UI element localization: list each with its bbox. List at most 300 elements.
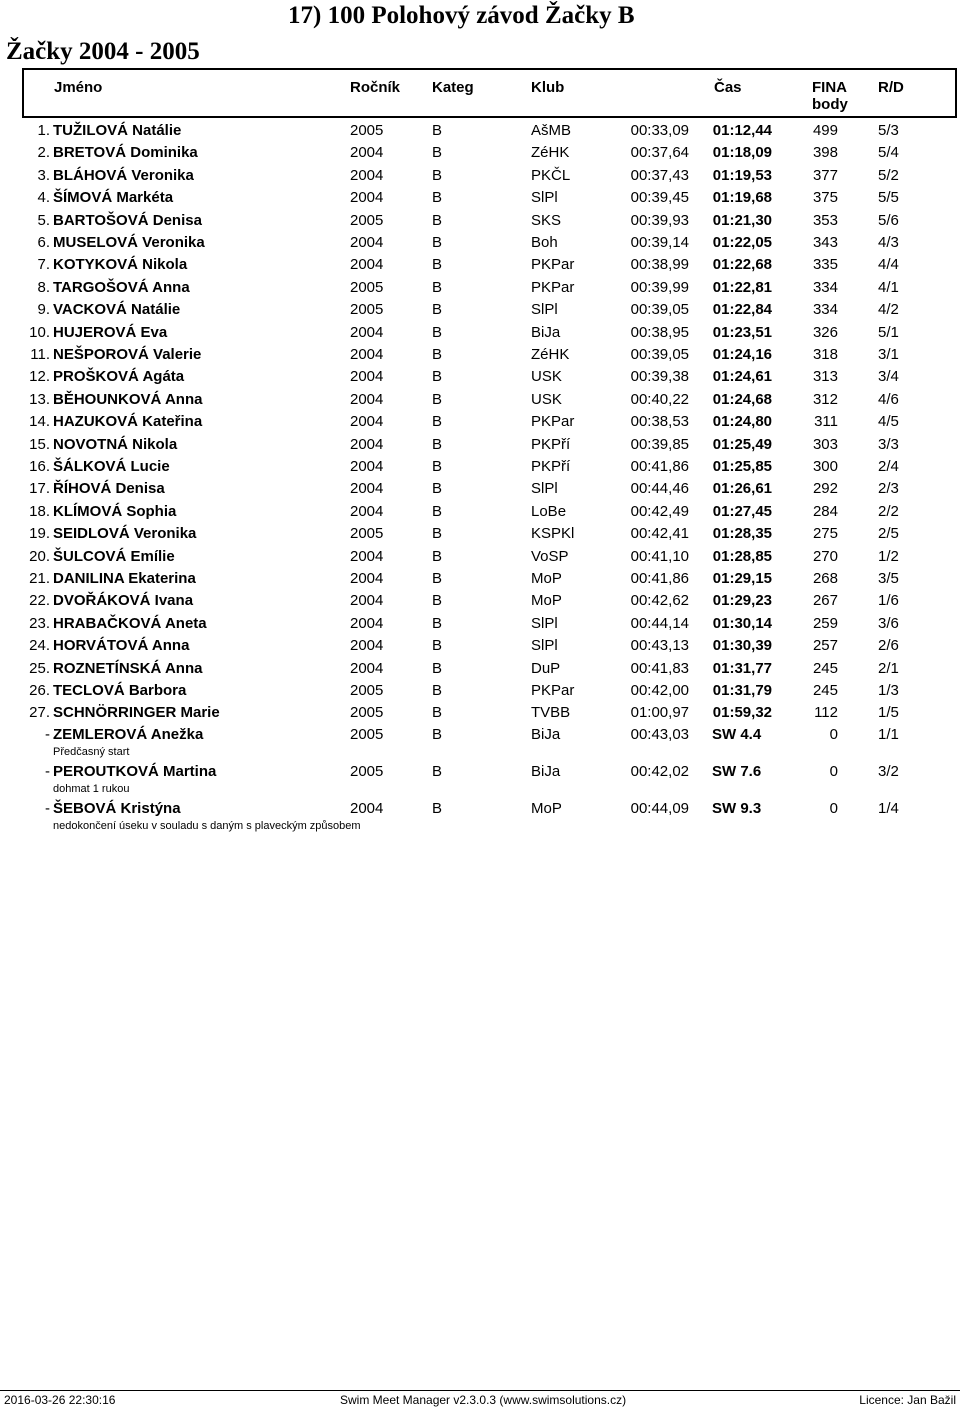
category: B: [432, 212, 443, 229]
table-row: [0, 411, 960, 433]
club: PKPří: [531, 436, 571, 453]
birth-year: 2004: [350, 368, 384, 385]
result-rank: 10.: [29, 324, 50, 341]
heat-lane: 2/5: [878, 525, 899, 542]
final-time: 01:31,79: [712, 682, 772, 699]
club: BiJa: [531, 763, 561, 780]
fina-points: 0: [829, 763, 838, 780]
birth-year: 2005: [350, 301, 384, 318]
fina-points: 0: [829, 800, 838, 817]
split-time: 00:33,09: [630, 122, 689, 139]
final-time: 01:21,30: [712, 212, 772, 229]
birth-year: 2005: [350, 212, 384, 229]
column-header-name: Jméno: [54, 79, 103, 96]
category: B: [432, 660, 443, 677]
result-rank: 24.: [29, 637, 50, 654]
footer-licence: Licence: Jan Bažil: [859, 1393, 956, 1407]
table-row: [0, 366, 960, 388]
split-time: 00:43,03: [630, 726, 689, 743]
table-row: [0, 120, 960, 142]
club: SlPl: [531, 637, 558, 654]
category: B: [432, 413, 443, 430]
split-time: 00:44,14: [630, 615, 689, 632]
fina-points: 245: [812, 660, 838, 677]
swimmer-name: ŠEBOVÁ Kristýna: [53, 800, 181, 817]
split-time: 00:37,64: [630, 144, 689, 161]
category: B: [432, 391, 443, 408]
swimmer-name: DANILINA Ekaterina: [53, 570, 196, 587]
fina-points: 334: [812, 279, 838, 296]
heat-lane: 2/2: [878, 503, 899, 520]
category: B: [432, 704, 443, 721]
swimmer-name: PROŠKOVÁ Agáta: [53, 368, 185, 385]
heat-lane: 1/4: [878, 800, 899, 817]
category: B: [432, 592, 443, 609]
final-time: 01:12,44: [712, 122, 772, 139]
birth-year: 2004: [350, 480, 384, 497]
heat-lane: 1/6: [878, 592, 899, 609]
fina-points: 245: [812, 682, 838, 699]
result-rank: 16.: [29, 458, 50, 475]
table-row: [0, 590, 960, 612]
fina-points: 499: [812, 122, 838, 139]
result-rank: 6.: [37, 234, 50, 251]
club: USK: [531, 368, 562, 385]
swimmer-name: NOVOTNÁ Nikola: [53, 436, 178, 453]
club: PKPar: [531, 413, 575, 430]
category: B: [432, 637, 443, 654]
category: B: [432, 368, 443, 385]
club: AšMB: [531, 122, 572, 139]
swimmer-name: ROZNETÍNSKÁ Anna: [53, 660, 203, 677]
result-rank: 23.: [29, 615, 50, 632]
club: MoP: [531, 800, 562, 817]
final-time: 01:24,61: [712, 368, 772, 385]
heat-lane: 3/3: [878, 436, 899, 453]
table-row: [0, 299, 960, 321]
heat-lane: 5/1: [878, 324, 899, 341]
club: BiJa: [531, 324, 561, 341]
fina-points: 292: [812, 480, 838, 497]
table-row: [0, 232, 960, 254]
category: B: [432, 525, 443, 542]
heat-lane: 5/6: [878, 212, 899, 229]
final-time: 01:29,15: [712, 570, 772, 587]
result-rank: 21.: [29, 570, 50, 587]
category: B: [432, 144, 443, 161]
birth-year: 2005: [350, 279, 384, 296]
club: SlPl: [531, 301, 558, 318]
fina-points: 270: [812, 548, 838, 565]
table-row: [0, 658, 960, 680]
disqualification-reason: nedokončení úseku v souladu s daným s plaveckým způsobem: [53, 820, 361, 832]
split-time: 00:39,14: [630, 234, 689, 251]
birth-year: 2005: [350, 763, 384, 780]
swimmer-name: NEŠPOROVÁ Valerie: [53, 346, 202, 363]
heat-lane: 3/5: [878, 570, 899, 587]
final-time: 01:30,39: [712, 637, 772, 654]
result-rank: 18.: [29, 503, 50, 520]
result-rank: 27.: [29, 704, 50, 721]
split-time: 00:37,43: [630, 167, 689, 184]
category: B: [432, 234, 443, 251]
final-time: 01:18,09: [712, 144, 772, 161]
final-time: 01:27,45: [712, 503, 772, 520]
split-time: 00:43,13: [630, 637, 689, 654]
club: PKPar: [531, 256, 575, 273]
birth-year: 2004: [350, 144, 384, 161]
heat-lane: 4/2: [878, 301, 899, 318]
disqualification-reason: dohmat 1 rukou: [53, 783, 130, 795]
result-rank: 7.: [37, 256, 50, 273]
split-time: 00:42,49: [630, 503, 689, 520]
category: B: [432, 763, 443, 780]
category: B: [432, 800, 443, 817]
table-row: [0, 165, 960, 187]
swimmer-name: MUSELOVÁ Veronika: [53, 234, 205, 251]
results-table-header: [22, 68, 957, 118]
club: PKPar: [531, 279, 575, 296]
column-header-year: Ročník: [350, 79, 401, 96]
result-rank: 20.: [29, 548, 50, 565]
fina-points: 313: [812, 368, 838, 385]
split-time: 00:39,45: [630, 189, 689, 206]
birth-year: 2005: [350, 525, 384, 542]
birth-year: 2005: [350, 122, 384, 139]
final-time: SW 7.6: [712, 763, 762, 780]
fina-points: 326: [812, 324, 838, 341]
final-time: 01:28,35: [712, 525, 772, 542]
club: PKPří: [531, 458, 571, 475]
result-rank: 11.: [30, 346, 50, 363]
result-rank: 15.: [29, 436, 50, 453]
category: B: [432, 458, 443, 475]
swimmer-name: ŠÁLKOVÁ Lucie: [53, 458, 170, 475]
result-rank: 14.: [29, 413, 50, 430]
club: DuP: [531, 660, 561, 677]
table-row: [0, 546, 960, 568]
split-time: 00:41,86: [630, 570, 689, 587]
swimmer-name: SCHNÖRRINGER Marie: [53, 704, 220, 721]
birth-year: 2004: [350, 660, 384, 677]
birth-year: 2004: [350, 436, 384, 453]
final-time: 01:24,68: [712, 391, 772, 408]
heat-lane: 3/4: [878, 368, 899, 385]
column-header-club: Klub: [531, 79, 565, 96]
table-row: [0, 210, 960, 232]
club: LoBe: [531, 503, 567, 520]
heat-lane: 4/5: [878, 413, 899, 430]
final-time: 01:19,68: [712, 189, 772, 206]
heat-lane: 1/5: [878, 704, 899, 721]
result-rank: -: [45, 800, 50, 817]
category: B: [432, 324, 443, 341]
swimmer-name: TARGOŠOVÁ Anna: [53, 279, 190, 296]
fina-points: 300: [812, 458, 838, 475]
heat-lane: 3/2: [878, 763, 899, 780]
club: BiJa: [531, 726, 561, 743]
final-time: SW 4.4: [712, 726, 762, 743]
fina-points: 335: [812, 256, 838, 273]
swimmer-name: ŘÍHOVÁ Denisa: [53, 480, 165, 497]
heat-lane: 3/6: [878, 615, 899, 632]
heat-lane: 1/3: [878, 682, 899, 699]
page-footer: [0, 1390, 960, 1409]
footer-timestamp: 2016-03-26 22:30:16: [4, 1393, 116, 1407]
birth-year: 2004: [350, 570, 384, 587]
birth-year: 2004: [350, 391, 384, 408]
event-title: 17) 100 Polohový závod Žačky B: [288, 2, 635, 29]
swimmer-name: ŠÍMOVÁ Markéta: [53, 189, 174, 206]
result-rank: 25.: [29, 660, 50, 677]
result-rank: 1.: [37, 122, 50, 139]
fina-points: 112: [814, 704, 838, 721]
split-time: 00:42,41: [630, 525, 689, 542]
fina-points: 311: [814, 413, 838, 430]
split-time: 00:39,99: [630, 279, 689, 296]
birth-year: 2004: [350, 324, 384, 341]
club: Boh: [531, 234, 558, 251]
result-rank: 26.: [29, 682, 50, 699]
split-time: 00:38,53: [630, 413, 689, 430]
category: B: [432, 346, 443, 363]
split-time: 01:00,97: [630, 704, 689, 721]
birth-year: 2004: [350, 413, 384, 430]
category: B: [432, 682, 443, 699]
swimmer-name: DVOŘÁKOVÁ Ivana: [53, 592, 194, 609]
final-time: 01:22,68: [712, 256, 772, 273]
swimmer-name: HRABAČKOVÁ Aneta: [53, 615, 207, 632]
table-row: [0, 389, 960, 411]
split-time: 00:42,00: [630, 682, 689, 699]
swimmer-name: KOTYKOVÁ Nikola: [53, 256, 188, 273]
heat-lane: 4/1: [878, 279, 899, 296]
split-time: 00:41,10: [630, 548, 689, 565]
swimmer-name: BLÁHOVÁ Veronika: [53, 167, 194, 184]
heat-lane: 5/3: [878, 122, 899, 139]
final-time: 01:30,14: [712, 615, 772, 632]
birth-year: 2004: [350, 256, 384, 273]
fina-points: 0: [829, 726, 838, 743]
fina-points: 275: [812, 525, 838, 542]
result-rank: 12.: [29, 368, 50, 385]
split-time: 00:39,05: [630, 346, 689, 363]
birth-year: 2004: [350, 234, 384, 251]
heat-lane: 1/1: [878, 726, 899, 743]
fina-points: 318: [812, 346, 838, 363]
club: ZéHK: [531, 144, 570, 161]
swimmer-name: PEROUTKOVÁ Martina: [53, 763, 217, 780]
fina-points: 257: [812, 637, 838, 654]
final-time: 01:22,84: [712, 301, 772, 318]
table-row: [0, 344, 960, 366]
swimmer-name: BĚHOUNKOVÁ Anna: [53, 391, 203, 408]
table-row: [0, 680, 960, 702]
birth-year: 2004: [350, 637, 384, 654]
split-time: 00:42,62: [630, 592, 689, 609]
table-row: [0, 456, 960, 478]
swimmer-name: TUŽILOVÁ Natálie: [53, 122, 182, 139]
table-row: [0, 434, 960, 456]
heat-lane: 2/4: [878, 458, 899, 475]
heat-lane: 2/3: [878, 480, 899, 497]
final-time: 01:23,51: [712, 324, 772, 341]
fina-points: 377: [812, 167, 838, 184]
swimmer-name: KLÍMOVÁ Sophia: [53, 503, 177, 520]
swimmer-name: HAZUKOVÁ Kateřina: [53, 413, 203, 430]
disqualified-row: [0, 724, 960, 746]
split-time: 00:41,86: [630, 458, 689, 475]
swimmer-name: BRETOVÁ Dominika: [53, 144, 198, 161]
club: SlPl: [531, 480, 558, 497]
fina-points: 312: [812, 391, 838, 408]
disqualified-row: [0, 761, 960, 783]
table-row: [0, 277, 960, 299]
category: B: [432, 122, 443, 139]
fina-points: 267: [812, 592, 838, 609]
birth-year: 2005: [350, 704, 384, 721]
heat-lane: 1/2: [878, 548, 899, 565]
swimmer-name: HUJEROVÁ Eva: [53, 324, 168, 341]
result-rank: 8.: [37, 279, 50, 296]
category: B: [432, 167, 443, 184]
category: B: [432, 301, 443, 318]
final-time: 01:19,53: [712, 167, 772, 184]
birth-year: 2004: [350, 503, 384, 520]
split-time: 00:44,46: [630, 480, 689, 497]
split-time: 00:44,09: [630, 800, 689, 817]
table-row: [0, 187, 960, 209]
final-time: 01:24,80: [712, 413, 772, 430]
birth-year: 2005: [350, 682, 384, 699]
category: B: [432, 436, 443, 453]
table-row: [0, 142, 960, 164]
split-time: 00:38,95: [630, 324, 689, 341]
club: ZéHK: [531, 346, 570, 363]
final-time: 01:24,16: [712, 346, 772, 363]
split-time: 00:41,83: [630, 660, 689, 677]
table-row: [0, 501, 960, 523]
fina-points: 259: [812, 615, 838, 632]
birth-year: 2004: [350, 458, 384, 475]
result-rank: -: [45, 726, 50, 743]
heat-lane: 4/3: [878, 234, 899, 251]
final-time: 01:28,85: [712, 548, 772, 565]
result-rank: 4.: [37, 189, 50, 206]
result-rank: -: [45, 763, 50, 780]
category: B: [432, 570, 443, 587]
split-time: 00:40,22: [630, 391, 689, 408]
birth-year: 2004: [350, 548, 384, 565]
fina-points: 375: [812, 189, 838, 206]
fina-points: 353: [812, 212, 838, 229]
swimmer-name: ZEMLEROVÁ Anežka: [53, 726, 204, 743]
heat-lane: 4/6: [878, 391, 899, 408]
result-rank: 19.: [29, 525, 50, 542]
fina-points: 303: [812, 436, 838, 453]
category: B: [432, 615, 443, 632]
category: B: [432, 726, 443, 743]
club: USK: [531, 391, 562, 408]
category: B: [432, 256, 443, 273]
table-row: [0, 254, 960, 276]
disqualification-reason: Předčasný start: [53, 746, 130, 758]
fina-points: 284: [812, 503, 838, 520]
result-rank: 9.: [37, 301, 50, 318]
fina-points: 268: [812, 570, 838, 587]
birth-year: 2004: [350, 800, 384, 817]
table-row: [0, 613, 960, 635]
birth-year: 2004: [350, 592, 384, 609]
table-row: [0, 635, 960, 657]
final-time: 01:29,23: [712, 592, 772, 609]
split-time: 00:39,85: [630, 436, 689, 453]
final-time: 01:59,32: [712, 704, 772, 721]
column-header-category: Kateg: [432, 79, 474, 96]
disqualified-row: [0, 798, 960, 820]
final-time: 01:31,77: [712, 660, 772, 677]
club: VoSP: [531, 548, 569, 565]
final-time: SW 9.3: [712, 800, 762, 817]
club: MoP: [531, 592, 562, 609]
club: SlPl: [531, 615, 558, 632]
split-time: 00:38,99: [630, 256, 689, 273]
club: PKČL: [531, 167, 571, 184]
result-rank: 5.: [37, 212, 50, 229]
swimmer-name: BARTOŠOVÁ Denisa: [53, 212, 202, 229]
column-header-fina-points: FINA body: [812, 79, 848, 113]
result-rank: 3.: [37, 167, 50, 184]
heat-lane: 3/1: [878, 346, 899, 363]
split-time: 00:42,02: [630, 763, 689, 780]
column-header-time: Čas: [714, 79, 742, 96]
table-row: [0, 478, 960, 500]
birth-year: 2005: [350, 726, 384, 743]
final-time: 01:22,05: [712, 234, 772, 251]
birth-year: 2004: [350, 189, 384, 206]
category: B: [432, 480, 443, 497]
fina-points: 343: [812, 234, 838, 251]
final-time: 01:25,49: [712, 436, 772, 453]
final-time: 01:26,61: [712, 480, 772, 497]
club: SlPl: [531, 189, 558, 206]
heat-lane: 4/4: [878, 256, 899, 273]
split-time: 00:39,93: [630, 212, 689, 229]
heat-lane: 5/5: [878, 189, 899, 206]
category: B: [432, 279, 443, 296]
birth-year: 2004: [350, 167, 384, 184]
club: KSPKl: [531, 525, 575, 542]
heat-lane: 5/2: [878, 167, 899, 184]
birth-year: 2004: [350, 615, 384, 632]
footer-software: Swim Meet Manager v2.3.0.3 (www.swimsolutions.cz): [340, 1393, 627, 1407]
swimmer-name: SEIDLOVÁ Veronika: [53, 525, 197, 542]
table-row: [0, 702, 960, 724]
split-time: 00:39,38: [630, 368, 689, 385]
column-header-rd: R/D: [878, 79, 904, 96]
heat-lane: 2/6: [878, 637, 899, 654]
fina-points: 334: [812, 301, 838, 318]
category: B: [432, 503, 443, 520]
swimmer-name: ŠULCOVÁ Emílie: [53, 548, 175, 565]
table-row: [0, 523, 960, 545]
category-title: Žačky 2004 - 2005: [6, 38, 200, 65]
fina-points: 398: [812, 144, 838, 161]
category: B: [432, 548, 443, 565]
swimmer-name: TECLOVÁ Barbora: [53, 682, 187, 699]
birth-year: 2004: [350, 346, 384, 363]
category: B: [432, 189, 443, 206]
